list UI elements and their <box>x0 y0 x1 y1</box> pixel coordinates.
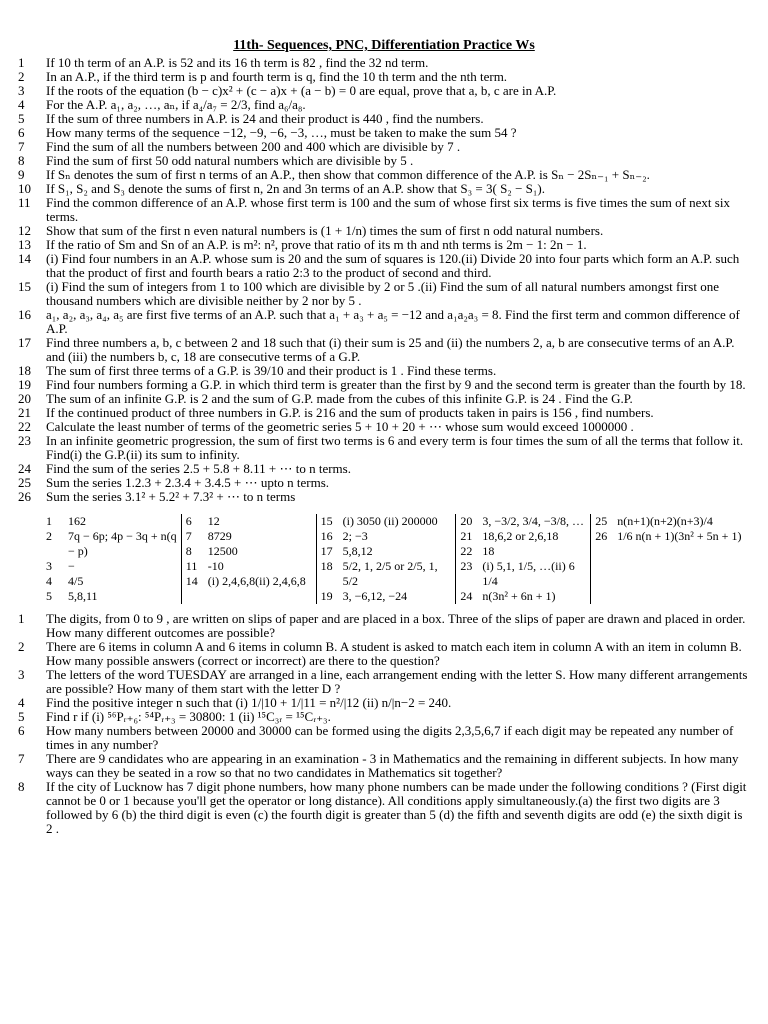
question-number: 1 <box>18 611 25 626</box>
answer-value: -10 <box>207 559 224 573</box>
answer-key-table <box>46 514 750 604</box>
sequence-question <box>18 462 750 476</box>
pnc-question <box>18 612 750 640</box>
sequence-question <box>18 140 750 154</box>
sequence-question <box>18 364 750 378</box>
question-number: 15 <box>18 279 31 294</box>
sequence-question <box>18 238 750 252</box>
sequence-question <box>18 70 750 84</box>
answer-row <box>321 529 452 544</box>
sequence-question <box>18 476 750 490</box>
answer-number: 4 <box>46 574 52 588</box>
question-number: 4 <box>18 97 25 112</box>
sequence-question <box>18 56 750 70</box>
question-number: 6 <box>18 723 25 738</box>
question-text: The digits, from 0 to 9 , are written on slips of paper and are placed in a box. Three of the slips of paper are drawn and placed in order. How many different outcomes are possible? <box>46 611 746 640</box>
worksheet-title: 11th- Sequences, PNC, Differentiation Practice Ws <box>233 38 535 53</box>
question-number: 25 <box>18 475 31 490</box>
answer-number: 1 <box>46 514 52 528</box>
sequence-question <box>18 154 750 168</box>
answer-row <box>595 514 746 529</box>
answer-value: 3, −3/2, 3/4, −3/8, … <box>482 514 584 528</box>
pnc-question <box>18 640 750 668</box>
question-text: If the sum of three numbers in A.P. is 24 and their product is 440 , find the numbers. <box>46 111 484 126</box>
answer-number: 7 <box>185 529 192 543</box>
answer-value: (i) 2,4,6,8(ii) 2,4,6,8 <box>207 574 306 588</box>
answer-row <box>186 574 312 589</box>
sequence-question <box>18 406 750 420</box>
answer-row <box>186 514 312 529</box>
answer-number: 21 <box>460 529 473 543</box>
question-text: If Sₙ denotes the sum of first n terms of an A.P., then show that common difference of the A.P. is Sₙ − 2Sₙ₋₁ + Sₙ₋₂. <box>46 167 650 182</box>
answer-number: 23 <box>460 559 473 573</box>
answer-value: (i) 3050 (ii) 200000 <box>342 514 438 528</box>
sequence-question <box>18 336 750 364</box>
sequence-question <box>18 378 750 392</box>
question-number: 21 <box>18 405 31 420</box>
question-text: If the city of Lucknow has 7 digit phone numbers, how many phone numbers can be made under the following conditions ? (First digit cannot be 0 or 1 because you'll get the operator or long distance). All conditions apply simultaneously.(a) the first two digits are 3 followed by 6 (b) the third digit is even (c) the fourth digit is greater than 5 (d) the fifth and seventh digits are odd (e) the sixth digit is 2 . <box>46 779 747 836</box>
answer-number: 14 <box>185 574 198 588</box>
sequence-question <box>18 182 750 196</box>
answer-value: 1/6 n(n + 1)(3n² + 5n + 1) <box>617 529 742 543</box>
question-text: Find the positive integer n such that (i) 1/|10 + 1/|11 = n²/|12 (ii) n/|n−2 = 240. <box>46 695 452 710</box>
question-number: 26 <box>18 489 31 504</box>
answer-value: 162 <box>68 514 86 528</box>
answer-row <box>186 544 312 559</box>
question-number: 7 <box>18 751 25 766</box>
question-text: Find the common difference of an A.P. whose first term is 100 and the sum of whose first six terms is five times the sum of next six terms. <box>46 195 730 224</box>
answer-number: 18 <box>320 559 333 573</box>
question-text: There are 9 candidates who are appearing in an examination - 3 in Mathematics and the remaining in different subjects. In how many ways can they be seated in a row so that no two candidates in Mathematics sit together? <box>46 751 739 780</box>
question-number: 1 <box>18 55 25 70</box>
answer-row <box>46 574 177 589</box>
answer-number: 17 <box>320 544 333 558</box>
question-text: The sum of an infinite G.P. is 2 and the sum of G.P. made from the cubes of this infinite G.P. is 24 . Find the G.P. <box>46 391 633 406</box>
answer-value: 5,8,12 <box>342 544 373 558</box>
question-number: 18 <box>18 363 31 378</box>
answer-column <box>590 514 750 604</box>
sequence-question <box>18 252 750 280</box>
answer-number: 26 <box>595 529 608 543</box>
question-text: Find the sum of all the numbers between 200 and 400 which are divisible by 7 . <box>46 139 461 154</box>
question-text: There are 6 items in column A and 6 items in column B. A student is asked to match each item in column A with an item in column B. How many possible answers (correct or incorrect) are there to the question? <box>46 639 742 668</box>
answer-value: 12 <box>207 514 220 528</box>
answer-column <box>455 514 590 604</box>
answer-row <box>321 544 452 559</box>
answer-row <box>46 514 177 529</box>
question-text: If 10 th term of an A.P. is 52 and its 16 th term is 82 , find the 32 nd term. <box>46 55 429 70</box>
answer-value: 3, −6,12, −24 <box>342 589 408 603</box>
question-number: 3 <box>18 83 25 98</box>
question-text: Find three numbers a, b, c between 2 and 18 such that (i) their sum is 25 and (ii) the numbers 2, a, b are consecutive terms of an A.P. and (iii) the numbers b, c, 18 are consecutive terms of a G.P. <box>46 335 735 364</box>
sequence-question <box>18 112 750 126</box>
answer-row <box>460 544 586 559</box>
question-number: 5 <box>18 709 25 724</box>
answer-row <box>186 529 312 544</box>
answer-value: 5,8,11 <box>68 589 98 603</box>
question-number: 9 <box>18 167 25 182</box>
question-text: If the roots of the equation (b − c)x² + (c − a)x + (a − b) = 0 are equal, prove that a, b, c are in A.P. <box>46 83 557 98</box>
answer-number: 8 <box>185 544 192 558</box>
sequence-question <box>18 168 750 182</box>
answer-value: − <box>68 559 75 573</box>
pnc-question-list <box>18 612 750 836</box>
pnc-question <box>18 752 750 780</box>
sequence-question <box>18 308 750 336</box>
question-text: (i) Find the sum of integers from 1 to 100 which are divisible by 2 or 5 .(ii) Find the sum of all natural numbers amongst first one thousand numbers which are divisible neither by 2 nor by 5 . <box>46 279 719 308</box>
answer-row <box>595 529 746 544</box>
answer-row <box>460 529 586 544</box>
answer-number: 6 <box>185 514 192 528</box>
question-text: The sum of first three terms of a G.P. is 39/10 and their product is 1 . Find these terms. <box>46 363 497 378</box>
pnc-question <box>18 696 750 710</box>
pnc-question <box>18 724 750 752</box>
answer-row <box>460 589 586 604</box>
answer-value: 18 <box>482 544 495 558</box>
sequence-question <box>18 490 750 504</box>
answer-value: n(3n² + 6n + 1) <box>482 589 556 603</box>
pnc-question <box>18 710 750 724</box>
answer-number: 2 <box>46 529 52 543</box>
answer-number: 22 <box>460 544 473 558</box>
question-text: Sum the series 1.2.3 + 2.3.4 + 3.4.5 + ⋯ upto n terms. <box>46 475 330 490</box>
question-text: Sum the series 3.1² + 5.2² + 7.3² + ⋯ to n terms <box>46 489 296 504</box>
answer-row <box>46 589 177 604</box>
answer-row <box>46 559 177 574</box>
question-number: 2 <box>18 69 25 84</box>
question-text: In an A.P., if the third term is p and fourth term is q, find the 10 th term and the nth term. <box>46 69 508 84</box>
answer-row <box>186 559 312 574</box>
answer-number: 20 <box>460 514 473 528</box>
question-text: (i) Find four numbers in an A.P. whose sum is 20 and the sum of squares is 120.(ii) Divide 20 into four parts which form an A.P. such that the product of first and fourth bears a ratio 2:3 to the product of second and third. <box>46 251 740 280</box>
question-number: 6 <box>18 125 25 140</box>
answer-number: 16 <box>320 529 333 543</box>
question-text: a₁, a₂, a₃, a₄, a₅ are first five terms of an A.P. such that a₁ + a₃ + a₅ = −12 and a₁a₂a₃ = 8. Find the first term and common difference of A.P. <box>46 307 740 336</box>
sequence-question <box>18 98 750 112</box>
question-number: 13 <box>18 237 31 252</box>
answer-row <box>46 529 177 559</box>
answer-number: 19 <box>320 589 333 603</box>
answer-row <box>321 559 452 589</box>
question-text: Find the sum of the series 2.5 + 5.8 + 8.11 + ⋯ to n terms. <box>46 461 351 476</box>
answer-row <box>460 559 586 589</box>
question-number: 17 <box>18 335 31 350</box>
answer-number: 25 <box>595 514 608 528</box>
answer-value: 2; −3 <box>342 529 368 543</box>
question-text: How many terms of the sequence −12, −9, −6, −3, …, must be taken to make the sum 54 ? <box>46 125 517 140</box>
answer-number: 11 <box>185 559 198 573</box>
answer-value: 12500 <box>207 544 238 558</box>
question-number: 24 <box>18 461 31 476</box>
sequence-question <box>18 420 750 434</box>
question-number: 8 <box>18 779 25 794</box>
sequence-question <box>18 280 750 308</box>
answer-number: 24 <box>460 589 473 603</box>
question-number: 20 <box>18 391 31 406</box>
pnc-question <box>18 780 750 836</box>
question-text: Show that sum of the first n even natural numbers is (1 + 1/n) times the sum of first n odd natural numbers. <box>46 223 604 238</box>
sequence-question <box>18 196 750 224</box>
sequence-question-list <box>18 56 750 504</box>
question-text: Find the sum of first 50 odd natural numbers which are divisible by 5 . <box>46 153 414 168</box>
question-number: 22 <box>18 419 31 434</box>
answer-number: 5 <box>46 589 52 603</box>
sequence-question <box>18 224 750 238</box>
answer-column <box>181 514 316 604</box>
answer-value: 7q − 6p; 4p − 3q + n(q − p) <box>68 529 177 558</box>
answer-value: 8729 <box>207 529 232 543</box>
answer-row <box>321 589 452 604</box>
sequence-question <box>18 84 750 98</box>
answer-column <box>316 514 456 604</box>
question-text: If S₁, S₂ and S₃ denote the sums of first n, 2n and 3n terms of an A.P. show that S₃ = 3( S₂ − S₁). <box>46 181 546 196</box>
answer-row <box>460 514 586 529</box>
question-number: 11 <box>18 195 31 210</box>
question-number: 14 <box>18 251 31 266</box>
answer-value: 4/5 <box>68 574 84 588</box>
question-text: How many numbers between 20000 and 30000 can be formed using the digits 2,3,5,6,7 if each digit may be repeated any number of times in any number? <box>46 723 734 752</box>
question-text: Calculate the least number of terms of the geometric series 5 + 10 + 20 + ⋯ whose sum would exceed 1000000 . <box>46 419 634 434</box>
question-number: 8 <box>18 153 25 168</box>
question-number: 23 <box>18 433 31 448</box>
answer-number: 3 <box>46 559 52 573</box>
question-text: Find four numbers forming a G.P. in which third term is greater than the first by 9 and the second term is greater than the fourth by 18. <box>46 377 746 392</box>
question-text: In an infinite geometric progression, the sum of first two terms is 6 and every term is four times the sum of all the terms that follow it. Find(i) the G.P.(ii) its sum to infinity. <box>46 433 744 462</box>
question-number: 10 <box>18 181 31 196</box>
question-text: For the A.P. a₁, a₂, …, aₙ, if a₄/a₇ = 2/3, find a₆/a₈. <box>46 97 306 112</box>
answer-value: 5/2, 1, 2/5 or 2/5, 1, 5/2 <box>342 559 438 588</box>
sequence-question <box>18 434 750 462</box>
question-number: 3 <box>18 667 25 682</box>
question-number: 12 <box>18 223 31 238</box>
question-number: 5 <box>18 111 25 126</box>
pnc-question <box>18 668 750 696</box>
answer-value: 18,6,2 or 2,6,18 <box>482 529 559 543</box>
question-number: 19 <box>18 377 31 392</box>
question-text: If the ratio of Sm and Sn of an A.P. is m²: n², prove that ratio of its m th and nth terms is 2m − 1: 2n − 1. <box>46 237 587 252</box>
question-text: The letters of the word TUESDAY are arranged in a line, each arrangement ending with the letter S. How many different arrangements are possible? How many of them start with the letter D ? <box>46 667 748 696</box>
question-number: 4 <box>18 695 25 710</box>
answer-value: (i) 5,1, 1/5, …(ii) 6 1/4 <box>482 559 575 588</box>
sequence-question <box>18 392 750 406</box>
question-number: 2 <box>18 639 25 654</box>
answer-number: 15 <box>320 514 333 528</box>
answer-value: n(n+1)(n+2)(n+3)/4 <box>617 514 713 528</box>
question-text: If the continued product of three numbers in G.P. is 216 and the sum of products taken in pairs is 156 , find numbers. <box>46 405 654 420</box>
answer-column <box>46 514 181 604</box>
question-number: 7 <box>18 139 25 154</box>
question-number: 16 <box>18 307 31 322</box>
question-text: Find r if (i) ⁵⁶Pᵣ₊₆: ⁵⁴Pᵣ₊₃ = 30800: 1 (ii) ¹⁵C₃ᵣ = ¹⁵Cᵣ₊₃. <box>46 709 331 724</box>
answer-row <box>321 514 452 529</box>
sequence-question <box>18 126 750 140</box>
